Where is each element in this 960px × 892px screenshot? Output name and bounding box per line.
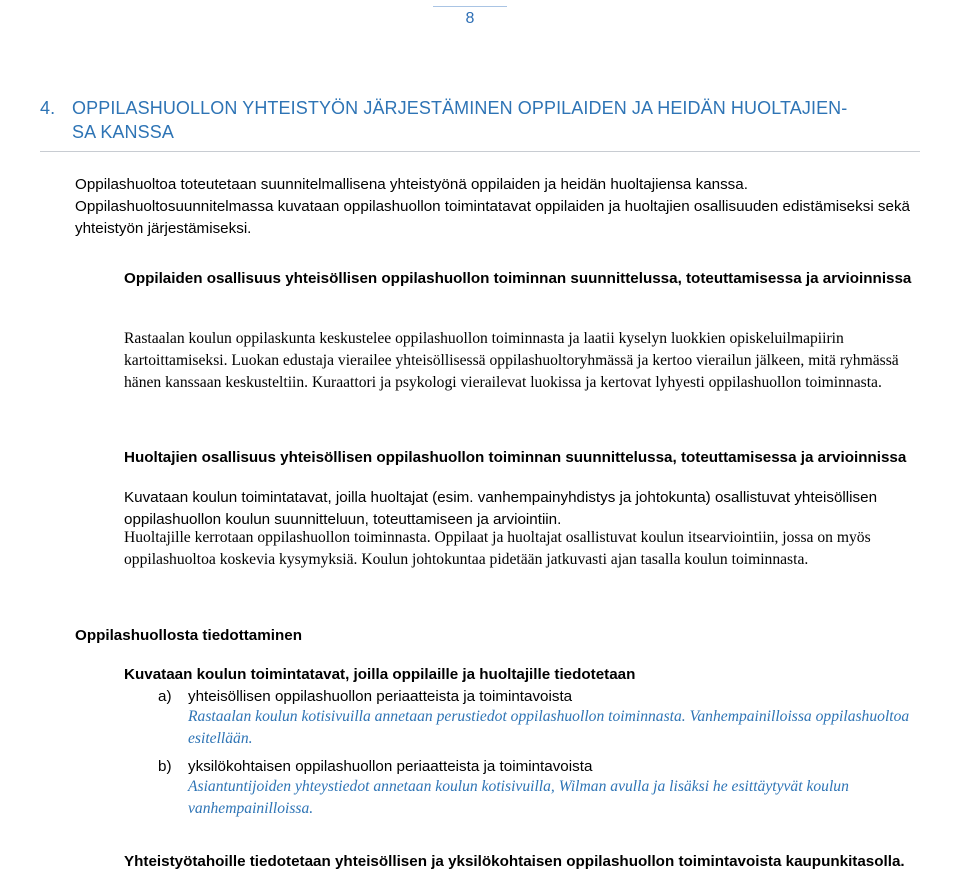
chapter-heading (40, 96, 920, 144)
list-item-label: a) (158, 688, 172, 705)
chapter-title-line2: SA KANSSA (72, 122, 174, 142)
section-pupils-title: Oppilaiden osallisuus yhteisöllisen oppilashuollon toiminnan suunnittelussa, toteuttamisessa ja arvioinnissa (124, 270, 912, 287)
section-guardians-title: Huoltajien osallisuus yhteisöllisen oppilashuollon toiminnan suunnittelussa, toteuttamisessa ja arvioinnissa (124, 449, 907, 466)
section-communication-subtitle: Kuvataan koulun toimintatavat, joilla oppilaille ja huoltajille tiedotetaan (124, 666, 636, 683)
section-communication-title: Oppilashuollosta tiedottaminen (75, 627, 302, 644)
list-item-note: Rastaalan koulun kotisivuilla annetaan perustiedot oppilashuollon toiminnasta. Vanhempainilloissa oppilashuoltoa esitellään. (188, 708, 910, 747)
list-item-note: Asiantuntijoiden yhteystiedot annetaan koulun kotisivuilla, Wilman avulla ja lisäksi he esittäytyvät koulun vanhempainilloissa. (188, 778, 849, 817)
list-item-text: yhteisöllisen oppilashuollon periaatteista ja toimintavoista (188, 688, 573, 705)
chapter-title-line1: OPPILASHUOLLON YHTEISTYÖN JÄRJESTÄMINEN OPPILAIDEN JA HEIDÄN HUOLTAJIEN- (72, 98, 848, 118)
intro-paragraph: Oppilashuoltoa toteutetaan suunnitelmallisena yhteistyönä oppilaiden ja heidän huoltajiensa kanssa. Oppilashuoltosuunnitelmassa kuvataan oppilashuollon toimintatavat oppilaiden ja huoltajien osallisuuden edistämiseksi sekä yhteistyön järjestämiseksi. (75, 176, 910, 237)
list-item-label: b) (158, 758, 172, 775)
heading-divider (40, 151, 920, 152)
section-pupils-body: Rastaalan koulun oppilaskunta keskustelee oppilashuollon toiminnasta ja laatii kyselyn luokkien opiskeluilmapiirin kartoittamiseksi. Luokan edustaja vierailee yhteisöllisessä oppilashuoltoryhmässä ja kertoo vierailun jälkeen, mitä ryhmässä hänen kanssaan keskusteltiin. Kuraattori ja psykologi vierailevat luokissa ja kertovat lyhyesti oppilashuollon toiminnasta. (124, 330, 899, 391)
chapter-number: 4. (40, 98, 56, 118)
page-number: 8 (433, 6, 507, 28)
section-guardians-body: Huoltajille kerrotaan oppilashuollon toiminnasta. Oppilaat ja huoltajat osallistuvat koulun itsearviointiin, jossa on myös oppilashuoltoa koskevia kysymyksiä. Koulun johtokuntaa pidetään jatkuvasti ajan tasalla koulun toiminnasta. (124, 529, 871, 568)
section-partners-title: Yhteistyötahoille tiedotetaan yhteisöllisen ja yksilökohtaisen oppilashuollon toimintavoista kaupunkitasolla. (124, 853, 905, 870)
section-guardians-description: Kuvataan koulun toimintatavat, joilla huoltajat (esim. vanhempainyhdistys ja johtokunta) osallistuvat yhteisöllisen oppilashuollon koulun suunnitteluun, toteuttamiseen ja arviointiin. (124, 489, 878, 528)
list-item-text: yksilökohtaisen oppilashuollon periaatteista ja toimintavoista (188, 758, 593, 775)
